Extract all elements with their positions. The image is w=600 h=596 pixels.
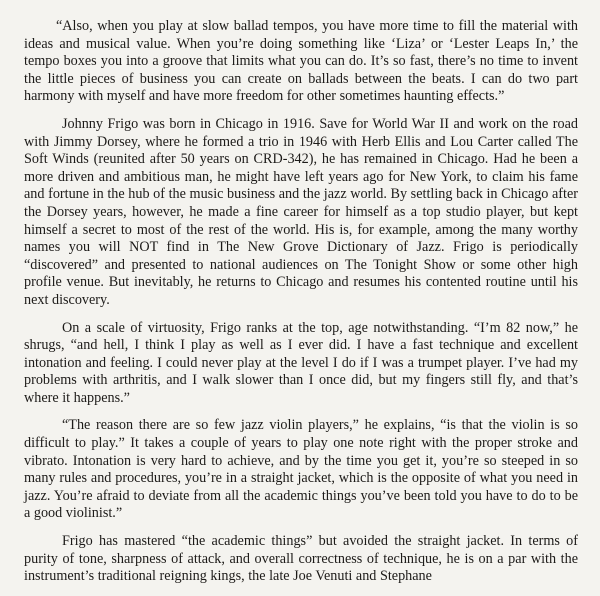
paragraph-biography: Johnny Frigo was born in Chicago in 1916. Save for World War II and work on the road with Jimmy Dorsey, where he formed a trio in 1946 with Herb Ellis and Lou Carter called The Soft Winds (reunited after 50 years on CRD-342), he has remained in Chicago. Had he been a more driven and ambitious man, he might have left years ago for New York, to claim his fame and fortune in the hub of the music business and the jazz world. By settling back in Chicago after the Dorsey years, however, he made a fine career for himself as a top studio player, but kept himself a secret to most of the rest of the world. His is, for example, among the many worthy names you will NOT find in The New Grove Dictionary of Jazz. Frigo is periodically “discovered” and presented to national audiences on The Tonight Show or some other high profile venue. But inevitably, he returns to Chicago and resumes his contented routine until his next discovery. bbox=[24, 115, 578, 308]
paragraph-virtuosity: On a scale of virtuosity, Frigo ranks at the top, age notwithstanding. “I’m 82 now,” he shrugs, “and hell, I think I play as well as I ever did. I have a fast technique and excellent intonation and feeling. I could never play at the level I do if I was a trumpet player. I’ve had my problems with arthritis, and I walk slower than I once did, but my fingers still fly, and that’s where it happens.” bbox=[24, 319, 578, 406]
paragraph-academic-things: Frigo has mastered “the academic things” but avoided the straight jacket. In terms of purity of tone, sharpness of attack, and overall correctness of technique, he is on a par with the instrument’s traditional reigning kings, the late Joe Venuti and Stephane bbox=[24, 533, 578, 585]
paragraph-violin-difficulty: “The reason there are so few jazz violin players,” he explains, “is that the violin is so difficult to play.” It takes a couple of years to play one note right with the proper stroke and vibrato. Intonation is very hard to achieve, and by the time you get it, you’re so steeped in so many rules and procedures, you’re in a straight jacket, which is the opposite of what you need in jazz. You’re afraid to deviate from all the academic things you’ve been told you have to do to be a good violinist.” bbox=[24, 417, 578, 522]
paragraph-quote-ballad-tempos: “Also, when you play at slow ballad tempos, you have more time to fill the material with ideas and musical value. When you’re doing something like ‘Liza’ or ‘Lester Leaps In,’ the tempo boxes you into a groove that limits what you can do. It’s so fast, there’s no time to invent the little pieces of business you can create on ballads between the beats. I can do two part harmony with myself and have more freedom for other sometimes haunting effects.” bbox=[24, 18, 578, 105]
article-text bbox=[24, 18, 578, 596]
